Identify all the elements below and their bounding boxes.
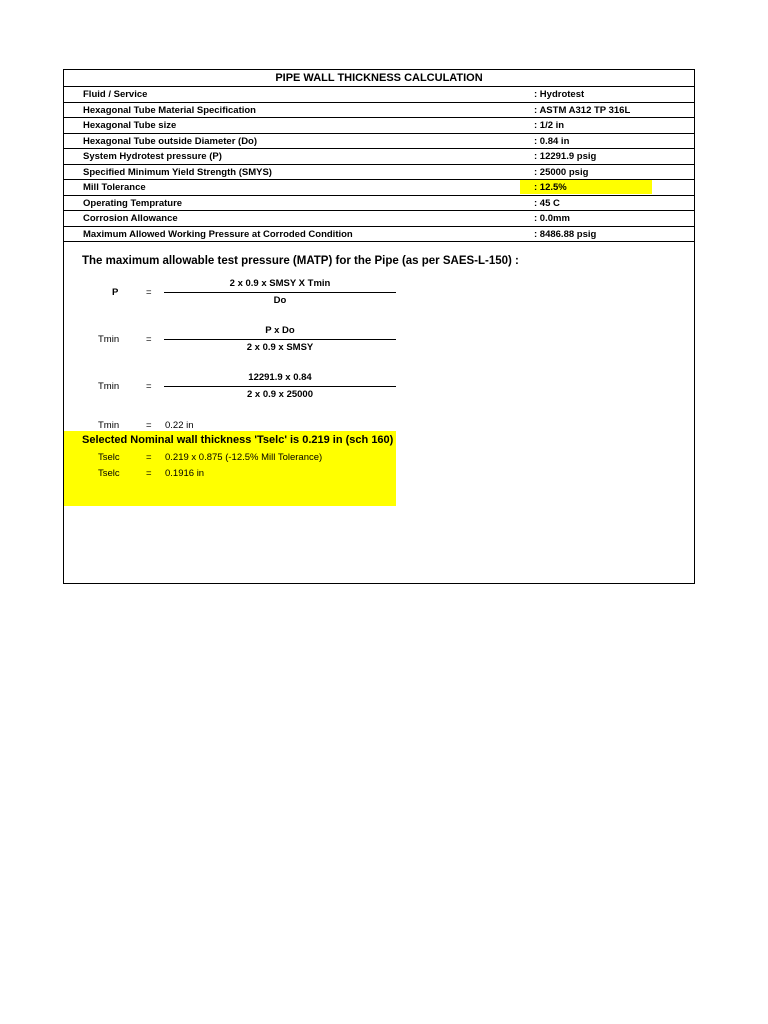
eq3-fraction-line	[164, 386, 396, 387]
row-label: Hexagonal Tube outside Diameter (Do)	[83, 135, 258, 147]
row-value: : 12291.9 psig	[534, 151, 597, 162]
eq4-result: 0.22 in	[165, 420, 194, 431]
row-label: Maximum Allowed Working Pressure at Corroded Condition	[83, 228, 353, 240]
row-label: Hexagonal Tube Material Specification	[83, 104, 256, 116]
table-row	[64, 227, 694, 243]
table-row	[64, 180, 694, 196]
calculation-sheet	[63, 69, 695, 584]
table-row	[64, 134, 694, 150]
sel2-symbol: Tselc	[98, 468, 120, 479]
row-value: : 25000 psig	[534, 166, 589, 178]
row-value: : 0.84 in	[534, 135, 570, 147]
row-value: : 0.0mm	[534, 213, 570, 224]
sel1-equals: =	[146, 452, 152, 463]
row-label: Corrosion Allowance	[83, 213, 178, 224]
row-value: : ASTM A312 TP 316L	[534, 104, 631, 116]
row-label: Fluid / Service	[83, 89, 148, 100]
eq2-fraction-line	[164, 339, 396, 340]
table-row	[64, 118, 694, 134]
row-label: System Hydrotest pressure (P)	[83, 151, 222, 162]
eq1-numerator: 2 x 0.9 x SMSY X Tmin	[229, 278, 331, 289]
eq2-symbol: Tmin	[98, 334, 120, 345]
sel2-equals: =	[146, 468, 152, 479]
eq4-equals: =	[146, 420, 152, 431]
parameter-table	[64, 87, 694, 242]
eq3-equals: =	[146, 381, 152, 392]
row-label: Hexagonal Tube size	[83, 120, 177, 131]
row-label: Operating Temprature	[83, 197, 183, 209]
table-row	[64, 149, 694, 165]
sel1-symbol: Tselc	[98, 452, 120, 463]
eq1-fraction-line	[164, 292, 396, 293]
table-row	[64, 196, 694, 212]
row-value: : Hydrotest	[534, 89, 585, 100]
table-row	[64, 103, 694, 119]
eq3-symbol: Tmin	[98, 381, 120, 392]
sel1-result: 0.219 x 0.875 (-12.5% Mill Tolerance)	[165, 452, 323, 463]
row-value: : 45 C	[534, 197, 560, 209]
eq1-symbol: P	[112, 287, 119, 298]
eq1-denominator: Do	[273, 295, 287, 306]
eq1-equals: =	[146, 287, 152, 298]
selected-thickness-heading: Selected Nominal wall thickness 'Tselc' is 0.219 in (sch 160)	[82, 434, 394, 446]
table-row	[64, 165, 694, 181]
matp-heading: The maximum allowable test pressure (MATP) for the Pipe (as per SAES-L-150) :	[82, 255, 519, 267]
table-row	[64, 87, 694, 103]
eq2-equals: =	[146, 334, 152, 345]
row-value: : 8486.88 psig	[534, 228, 597, 240]
sheet-title: PIPE WALL THICKNESS CALCULATION	[64, 70, 694, 87]
row-value: : 12.5%	[534, 182, 567, 193]
table-row	[64, 211, 694, 227]
row-label: Mill Tolerance	[83, 182, 146, 193]
eq3-denominator: 2 x 0.9 x 25000	[246, 389, 314, 400]
row-label: Specified Minimum Yield Strength (SMYS)	[83, 166, 272, 178]
eq2-numerator: P x Do	[265, 325, 295, 336]
row-value: : 1/2 in	[534, 120, 565, 131]
sel2-result: 0.1916 in	[165, 468, 205, 479]
eq3-numerator: 12291.9 x 0.84	[248, 372, 312, 383]
eq2-denominator: 2 x 0.9 x SMSY	[246, 342, 314, 353]
eq4-symbol: Tmin	[98, 420, 120, 431]
